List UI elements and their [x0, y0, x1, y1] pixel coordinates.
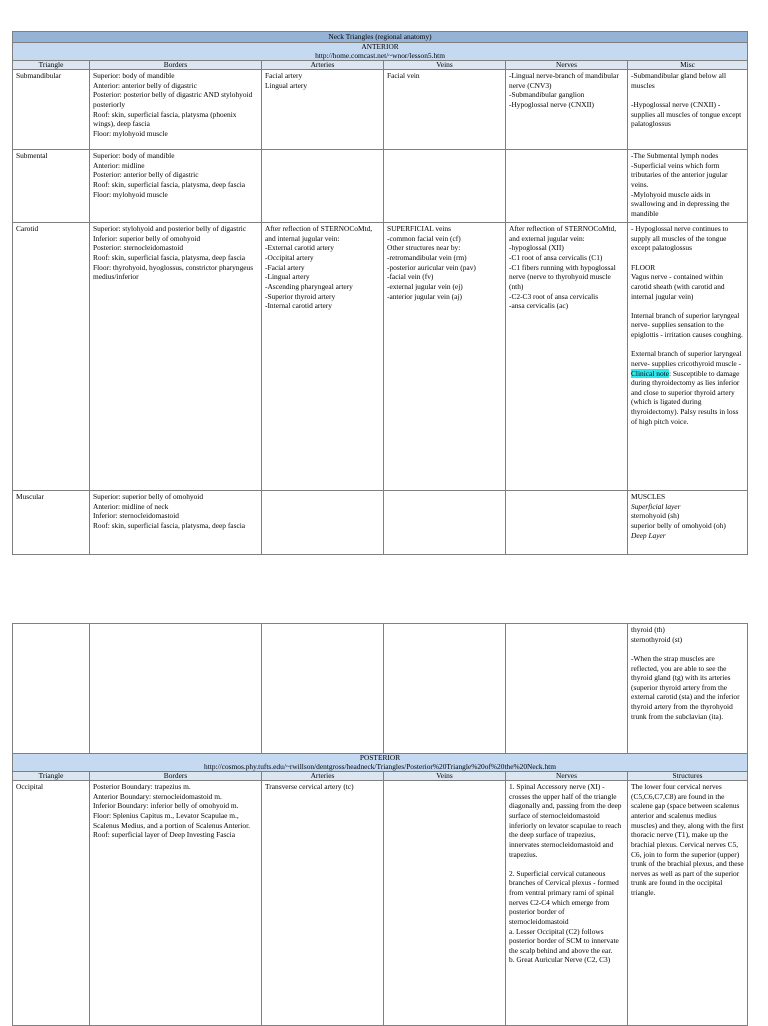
nerves-cell — [506, 150, 628, 223]
misc-cell-continued: thyroid (th) sternothyroid (st) -When the strap muscles are reflected, you are able to see the thyroid gland (tg) with its arteries (superior thyroid artery from the external carotid (sta) and the inferior thyroid artery from the thyrohyoid trunk from the subclavian (ita). — [628, 624, 748, 754]
column-header: Arteries — [262, 61, 384, 70]
column-header: Triangle — [13, 772, 90, 781]
column-header: Nerves — [506, 61, 628, 70]
column-header: Nerves — [506, 772, 628, 781]
nerves-cell: 1. Spinal Accessory nerve (XI) - crosses the upper half of the triangle diagonally and, passing from the deep surface of sternocleidomastoid inferiorly on levator scapulae to reach the deep surface of trapezius, innervates sternocleidomastoid and trapezius. 2. Superficial cervical cutaneous branches of Cervical plexus - formed from ventral primary rami of spinal nerves C2-C4 which emerge from posterior border of sternocleidomastoid a. Lesser Occipital (C2) follows posterior border of SCM to innervate the scalp behind and above the ear. b. Great Auricular Nerve (C2, C3) — [506, 781, 628, 1026]
triangle-name: Muscular — [13, 491, 90, 555]
column-header: Borders — [90, 61, 262, 70]
anterior-section — [12, 31, 747, 555]
nerves-cell: -Lingual nerve-branch of mandibular nerve (CNV3) -Submandibular ganglion -Hypoglossal nerve (CNXII) — [506, 70, 628, 150]
empty-cell — [90, 624, 262, 754]
empty-cell — [262, 624, 384, 754]
misc-cell: -The Submental lymph nodes -Superficial veins which form tributaries of the anterior jugular veins. -Mylohyoid muscle aids in swallowing and in depressing the mandible — [628, 150, 748, 223]
column-header: Structures — [628, 772, 748, 781]
section-label: POSTERIOR — [359, 753, 401, 762]
borders-cell: Superior: body of mandible Anterior: anterior belly of digastric Posterior: posterior belly of digastric AND stylohyoid posteriorly Roof: skin, superficial fascia, platysma (phoenix wings), deep fascia Floor: mylohyoid muscle — [90, 70, 262, 150]
arteries-cell: Transverse cervical artery (tc) — [262, 781, 384, 1026]
empty-cell — [384, 624, 506, 754]
structures-cell: The lower four cervical nerves (C5,C6,C7,C8) are found in the scalene gap (space between scalenus anterior and scalenus medius muscles) and they, along with the first thoracic nerve (T1), make up the brachial plexus. Cervical nerves C5, C6, join to form the superior (upper) trunk of the brachial plexus, and these nerves as well as part of the superior trunk are found in the occipital triangle. — [628, 781, 748, 1026]
veins-cell — [384, 781, 506, 1026]
veins-cell: Facial vein — [384, 70, 506, 150]
misc-text: sternohyoid (sh) superior belly of omohyoid (oh) — [631, 511, 726, 531]
nerves-cell: After reflection of STERNOCoMtd, and external jugular vein: -hypoglossal (XII) -C1 root of ansa cervicalis (C1) -C1 fibers running with hypoglossal nerve (nerve to thyrohyoid muscle (nth) -C2-C3 root of ansa cervicalis -ansa cervicalis (ac) — [506, 223, 628, 491]
table-row — [13, 150, 748, 223]
clinical-note-highlight: Clinical note — [631, 368, 669, 378]
arteries-cell — [262, 491, 384, 555]
column-header: Arteries — [262, 772, 384, 781]
borders-cell: Superior: superior belly of omohyoid Anterior: midline of neck Inferior: sternocleidomastoid Roof: skin, superficial fascia, platysma, deep fascia — [90, 491, 262, 555]
arteries-cell — [262, 150, 384, 223]
misc-layer-label: Deep Layer — [631, 530, 666, 540]
triangle-name: Occipital — [13, 781, 90, 1026]
triangle-name: Submandibular — [13, 70, 90, 150]
borders-cell: Posterior Boundary: trapezius m. Anterior Boundary: sternocleidomastoid m. Inferior Boundary: inferior belly of omohyoid m. Floor: Splenius Capitus m., Levator Scapulae m., Scalenus Medius, and a portion of Scalenus Anterior. Roof: superficial layer of Deep Investing Fascia — [90, 781, 262, 1026]
arteries-cell: After reflection of STERNOCoMtd, and internal jugular vein: -External carotid artery -Occipital artery -Facial artery -Lingual artery -Ascending pharyngeal artery -Superior thyroid artery -Internal carotid artery — [262, 223, 384, 491]
misc-cell: -Submandibular gland below all muscles -Hypoglossal nerve (CNXII) - supplies all muscles of tongue except palatoglossus — [628, 70, 748, 150]
column-header: Triangle — [13, 61, 90, 70]
table-row — [13, 223, 748, 491]
column-header-row — [13, 61, 748, 70]
section-header-posterior — [13, 754, 748, 772]
misc-cell — [628, 491, 748, 555]
table-row — [13, 624, 748, 754]
source-url: http://home.comcast.net/~wnor/lesson5.htm — [315, 50, 445, 60]
posterior-table — [12, 623, 748, 1026]
veins-cell — [384, 150, 506, 223]
triangle-name: Carotid — [13, 223, 90, 491]
triangle-name: Submental — [13, 150, 90, 223]
column-header: Veins — [384, 772, 506, 781]
document-title: Neck Triangles (regional anatomy) — [13, 32, 748, 43]
source-url: http://cosmos.phy.tufts.edu/~rwillson/dentgross/headneck/Triangles/Posterior%20Triangle%20of%20the%20Neck.htm — [204, 761, 556, 771]
veins-cell — [384, 491, 506, 555]
column-header: Veins — [384, 61, 506, 70]
section-label: ANTERIOR — [361, 42, 399, 51]
empty-cell — [13, 624, 90, 754]
posterior-section — [12, 623, 747, 1026]
column-header-row — [13, 772, 748, 781]
arteries-cell: Facial artery Lingual artery — [262, 70, 384, 150]
misc-layer-label: Superficial layer — [631, 501, 681, 511]
column-header: Borders — [90, 772, 262, 781]
misc-text: - Hypoglossal nerve continues to supply all muscles of the tongue except palatoglossus FLOOR Vagus nerve - contained within carotid sheath (with carotid and internal jugular vein) Internal branch of superior laryngeal nerve- supplies sensation to the epiglottis - irritation causes coughing. External branch of superior laryngeal nerve- supplies cricothyroid muscle - — [631, 224, 743, 368]
empty-cell — [506, 624, 628, 754]
misc-text: MUSCLES — [631, 492, 666, 502]
misc-cell — [628, 223, 748, 491]
borders-cell: Superior: stylohyoid and posterior belly of digastric Inferior: superior belly of omohyoid Posterior: sternocleidomastoid Roof: skin, superficial fascia, platysma, deep fascia Floor: thyrohyoid, hyoglossus, constrictor pharyngeus medius/inferior — [90, 223, 262, 491]
table-row — [13, 781, 748, 1026]
misc-text: : Susceptible to damage during thyroidectomy as lies inferior and close to superior thyroid artery (which is ligated during thyroidectomy). Palsy results in loss of high pitch voice. — [631, 368, 740, 426]
table-row — [13, 70, 748, 150]
veins-cell: SUPERFICIAL veins -common facial vein (cf) Other structures near by: -retromandibular vein (rm) -posterior auricular vein (pav) -facial vein (fv) -external jugular vein (ej) -anterior jugular vein (aj) — [384, 223, 506, 491]
section-header-anterior — [13, 43, 748, 61]
table-row — [13, 491, 748, 555]
borders-cell: Superior: body of mandible Anterior: midline Posterior: anterior belly of digastric Roof: skin, superficial fascia, platysma, deep fascia Floor: mylohyoid muscle — [90, 150, 262, 223]
nerves-cell — [506, 491, 628, 555]
column-header: Misc — [628, 61, 748, 70]
anterior-table — [12, 31, 748, 555]
